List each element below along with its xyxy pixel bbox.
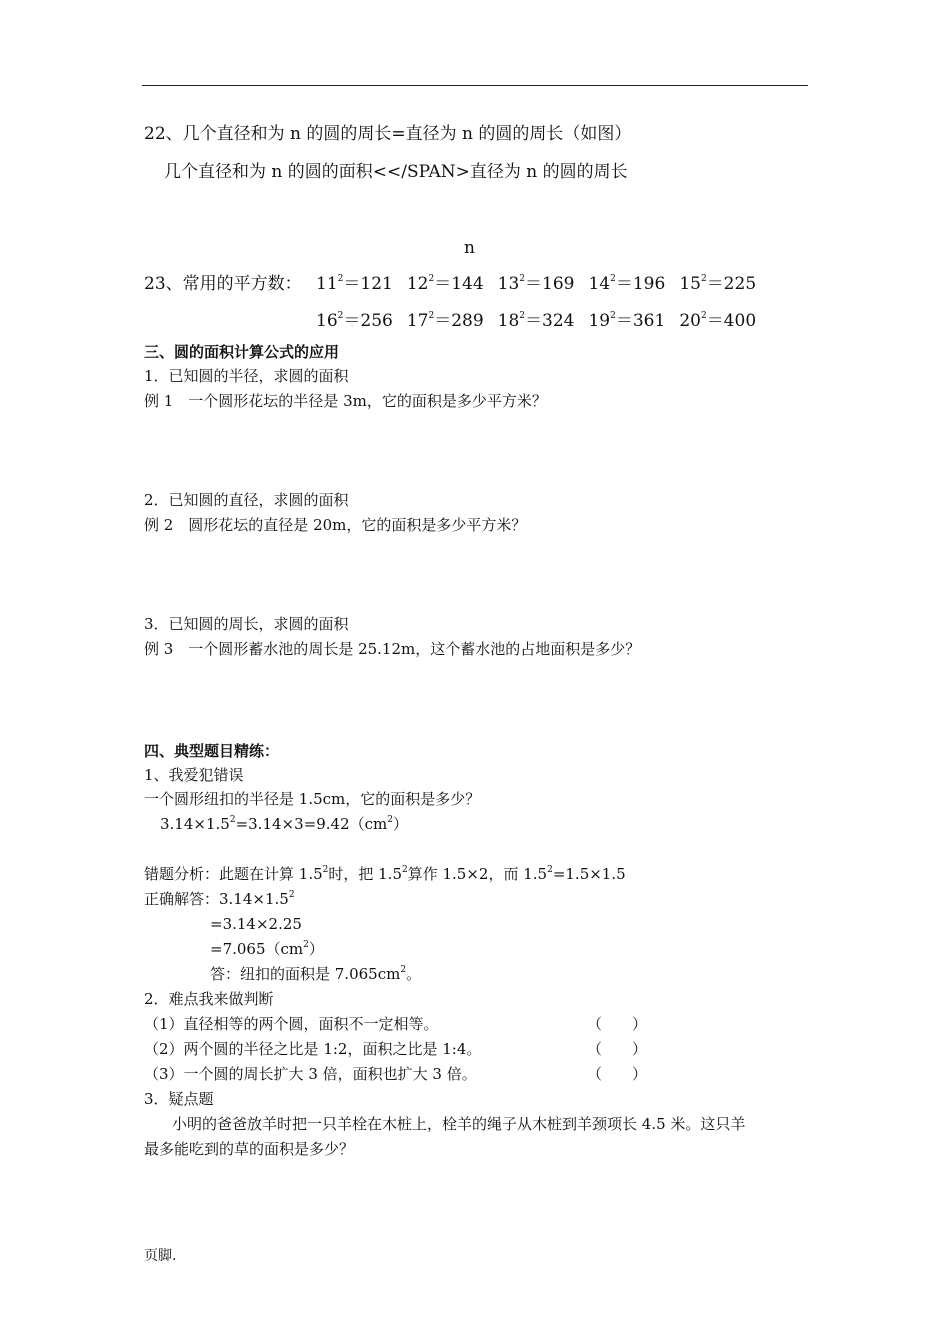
judge-answer-blank-3: （ ） bbox=[587, 1065, 648, 1083]
solution-answer: 答：纽扣的面积是 $7.065cm^2$。 bbox=[210, 965, 422, 983]
question-3-title: 3．疑点题 bbox=[144, 1090, 214, 1108]
question-1-text: 一个圆形纽扣的半径是 1.5cm，它的面积是多少？ bbox=[144, 790, 481, 808]
judge-answer-blank-1: （ ） bbox=[587, 1015, 648, 1033]
judge-item-3: （3）一个圆的周长扩大 3 倍，面积也扩大 3 倍。 bbox=[144, 1065, 477, 1083]
square-entry: $13^2=169$ bbox=[497, 274, 575, 294]
correct-solution: 正确解答：$3.14\times 1.5^2$ bbox=[144, 890, 295, 908]
square-entry: $12^2=144$ bbox=[406, 274, 484, 294]
example-2: 例 2 圆形花坛的直径是 20m，它的面积是多少平方米？ bbox=[144, 516, 527, 534]
header-rule bbox=[142, 85, 808, 86]
section-3-title: 三、圆的面积计算公式的应用 bbox=[144, 343, 340, 361]
example-1: 例 1 一个圆形花坛的半径是 3m，它的面积是多少平方米？ bbox=[144, 392, 547, 410]
section-4-title: 四、典型题目精练： bbox=[144, 742, 280, 760]
square-entry: $14^2=196$ bbox=[588, 274, 666, 294]
square-entry: $17^2=289$ bbox=[406, 311, 484, 331]
item-22-line2: 几个直径和为 n 的圆的面积<</SPAN>直径为 n 的圆的周长 bbox=[164, 162, 628, 182]
question-2-title: 2．难点我来做判断 bbox=[144, 990, 274, 1008]
squares-row-2 bbox=[316, 311, 756, 331]
judge-item-1: （1）直径相等的两个圆，面积不一定相等。 bbox=[144, 1015, 439, 1033]
wrong-solution: $3.14\times 1.5^2=3.14\times 3=9.42(cm^2)$ bbox=[160, 815, 408, 833]
solution-step-1: =3.14×2.25 bbox=[210, 915, 302, 933]
page-footer: 页脚. bbox=[144, 1248, 177, 1264]
squares-row-1 bbox=[316, 274, 756, 294]
judge-answer-blank-2: （ ） bbox=[587, 1040, 648, 1058]
question-1-title: 1、我爱犯错误 bbox=[144, 766, 244, 784]
square-entry: $20^2=400$ bbox=[679, 311, 757, 331]
error-analysis: 错题分析：此题在计算 $1.5^2$时，把 $1.5^2$算作 1.5×2，而 $1.5^2=1.5\times 1.5$ bbox=[144, 865, 626, 883]
square-entry: $19^2=361$ bbox=[588, 311, 666, 331]
item-23-prefix: 23、常用的平方数： bbox=[144, 274, 302, 294]
judge-item-2: （2）两个圆的半径之比是 1:2，面积之比是 1:4。 bbox=[144, 1040, 482, 1058]
question-3-line-1: 小明的爸爸放羊时把一只羊栓在木桩上，栓羊的绳子从木桩到羊颈项长 4.5 米。这只羊 bbox=[172, 1115, 746, 1133]
example-3: 例 3 一个圆形蓄水池的周长是 25.12m，这个蓄水池的占地面积是多少？ bbox=[144, 640, 641, 658]
square-entry: $11^2=121$ bbox=[316, 274, 393, 294]
part-1-title: 1．已知圆的半径，求圆的面积 bbox=[144, 367, 349, 385]
question-3-line-2: 最多能吃到的草的面积是多少？ bbox=[144, 1140, 355, 1158]
solution-step-2: $=7.065(cm^2)$ bbox=[210, 940, 324, 958]
item-22-line1: 22、几个直径和为 n 的圆的周长=直径为 n 的圆的周长（如图） bbox=[144, 124, 632, 144]
square-entry: $16^2=256$ bbox=[316, 311, 393, 331]
part-2-title: 2．已知圆的直径，求圆的面积 bbox=[144, 491, 349, 509]
square-entry: $18^2=324$ bbox=[497, 311, 575, 331]
figure-label-n: n bbox=[464, 238, 475, 258]
square-entry: $15^2=225$ bbox=[679, 274, 757, 294]
part-3-title: 3．已知圆的周长，求圆的面积 bbox=[144, 615, 349, 633]
